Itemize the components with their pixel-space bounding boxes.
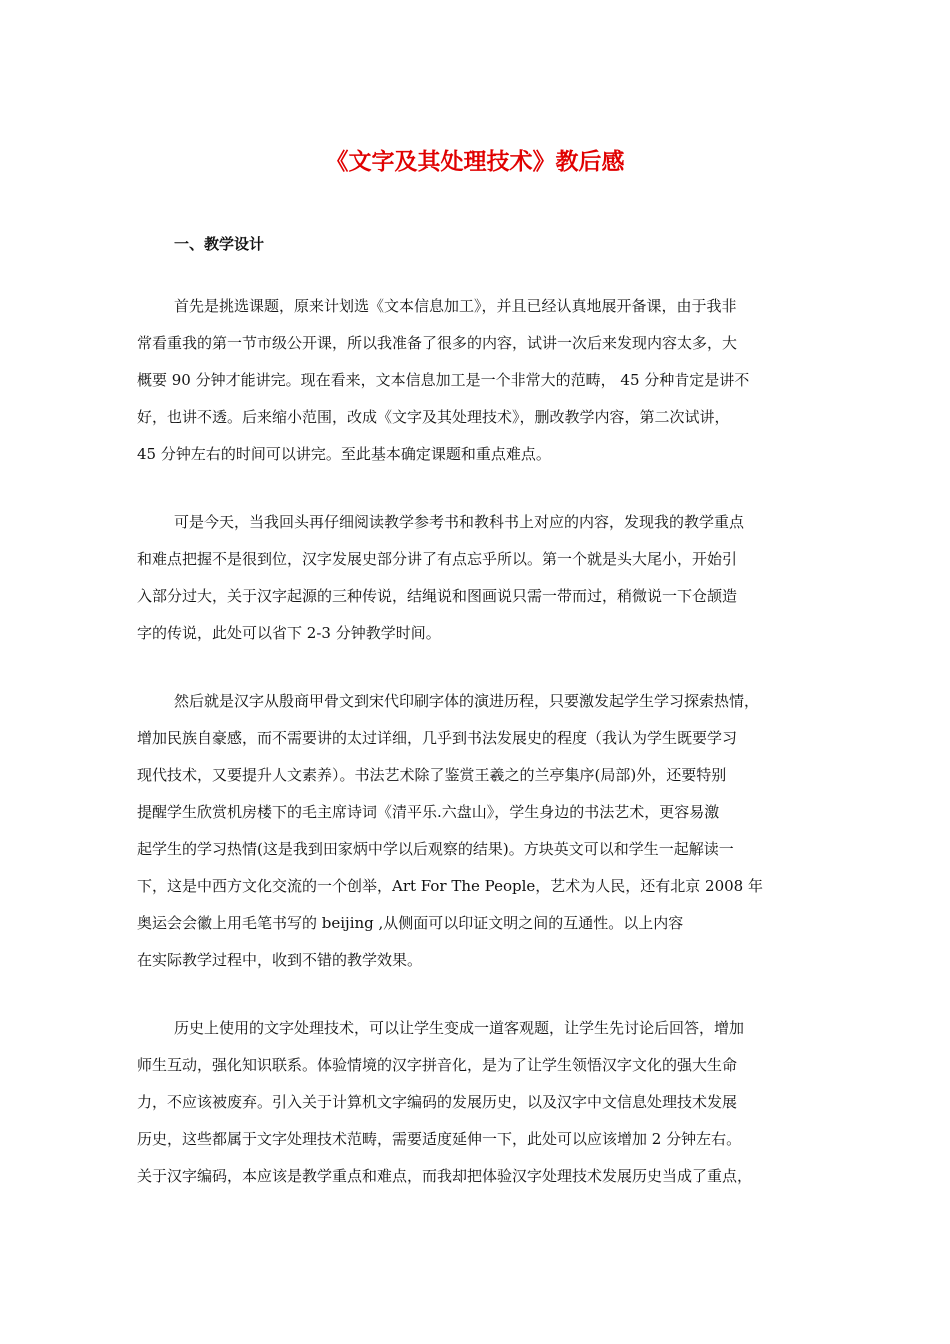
section-heading: 一、教学设计 — [174, 235, 265, 253]
paragraph-line: 奥运会会徽上用毛笔书写的 beijing ,从侧面可以印证文明之间的互通性。以上内容 — [137, 914, 684, 932]
paragraph-line: 师生互动，强化知识联系。体验情境的汉字拼音化，是为了让学生领悟汉字文化的强大生命 — [137, 1056, 738, 1074]
paragraph-line: 增加民族自豪感，而不需要讲的太过详细，几乎到书法发展史的程度（我认为学生既要学习 — [137, 729, 738, 747]
paragraph-line: 起学生的学习热情(这是我到田家炳中学以后观察的结果)。方块英文可以和学生一起解读一 — [137, 840, 734, 858]
paragraph-line: 历史上使用的文字处理技术，可以让学生变成一道客观题，让学生先讨论后回答，增加 — [174, 1019, 745, 1037]
paragraph-line: 然后就是汉字从殷商甲骨文到宋代印刷字体的演进历程，只要激发起学生学习探索热情， — [174, 692, 760, 710]
paragraph — [137, 1010, 837, 1195]
paragraph-line: 可是今天，当我回头再仔细阅读教学参考书和教科书上对应的内容，发现我的教学重点 — [174, 513, 745, 531]
paragraph — [137, 504, 837, 652]
paragraph-line: 现代技术，又要提升人文素养）。书法艺术除了鉴赏王羲之的兰亭集序(局部)外，还要特别 — [137, 766, 727, 784]
paragraph-line: 好，也讲不透。后来缩小范围，改成《文字及其处理技术》，删改教学内容，第二次试讲， — [137, 408, 730, 426]
paragraph-line: 字的传说，此处可以省下 2-3 分钟教学时间。 — [137, 624, 441, 642]
document-body — [137, 288, 837, 1226]
paragraph-line: 45 分钟左右的时间可以讲完。至此基本确定课题和重点难点。 — [137, 445, 551, 463]
paragraph-line: 和难点把握不是很到位，汉字发展史部分讲了有点忘乎所以。第一个就是头大尾小，开始引 — [137, 550, 738, 568]
paragraph-line: 提醒学生欣赏机房楼下的毛主席诗词《清平乐.六盘山》，学生身边的书法艺术，更容易激 — [137, 803, 720, 821]
paragraph-line: 历史，这些都属于文字处理技术范畴，需要适度延伸一下，此处可以应该增加 2 分钟左右。 — [137, 1130, 742, 1148]
paragraph-line: 概要 90 分钟才能讲完。现在看来，文本信息加工是一个非常大的范畴， 45 分种肯定是讲不 — [137, 371, 750, 389]
paragraph-line: 常看重我的第一节市级公开课，所以我准备了很多的内容，试讲一次后来发现内容太多，大 — [137, 334, 738, 352]
paragraph-line: 首先是挑选课题，原来计划选《文本信息加工》，并且已经认真地展开备课，由于我非 — [174, 297, 737, 315]
paragraph — [137, 288, 837, 473]
paragraph-line: 入部分过大，关于汉字起源的三种传说，结绳说和图画说只需一带而过，稍微说一下仓颉造 — [137, 587, 738, 605]
paragraph-line: 力，不应该被废弃。引入关于计算机文字编码的发展历史，以及汉字中文信息处理技术发展 — [137, 1093, 738, 1111]
paragraph-line: 下，这是中西方文化交流的一个创举，Art For The People，艺术为人民，还有北京 2008 年 — [137, 877, 763, 895]
paragraph-line: 关于汉字编码，本应该是教学重点和难点，而我却把体验汉字处理技术发展历史当成了重点， — [137, 1167, 753, 1185]
paragraph-line: 在实际教学过程中，收到不错的教学效果。 — [137, 951, 423, 969]
paragraph — [137, 683, 837, 979]
document-title: 《文字及其处理技术》教后感 — [325, 149, 625, 175]
